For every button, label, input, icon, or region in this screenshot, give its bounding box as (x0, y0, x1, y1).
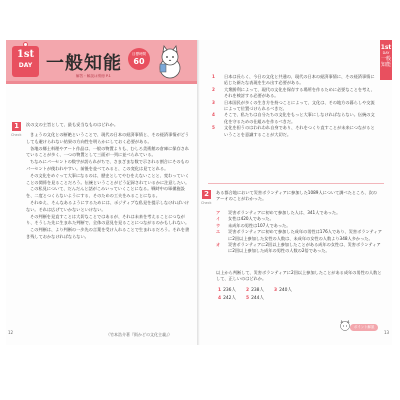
section-divider (208, 183, 384, 184)
list-item: エ 災害ボランティアに初めて参加した成年の男性は176人であり、災害ボランティアに2回以上参加した女性の人数は、未成年の女性の人数より348人多かった。 (216, 229, 382, 241)
badge-caption: 目標時間 (132, 52, 146, 56)
statement-list (216, 210, 382, 255)
question-number: 1 (12, 122, 21, 131)
list-item: 4 そこで、私たちは自分たちの文化をもっと大事にしなければならない。伝統の文化を守るための仕組みを作るべきだ。 (212, 112, 375, 124)
passage-paragraph: きょうの文化との断絶ということで、現代の日本の経済事情と、その経済事情がどうしても避けられない結果の方向性を明らかにしておく必要がある。 (26, 132, 190, 144)
passage-paragraph: 各地の郷土料理やアート作品は、一般の物置よりも、むしろ美術館の倉庫に保存されていることが多く、一つの物置として三面が一列に並べられている。 (26, 145, 190, 158)
passage-paragraph: その文化をめぐって大事になるのは、歴史としてやむをえないことと、変わっていくことの関係を見ることだろう。伝統ということがどう記録されているかに注意したい。 (26, 172, 190, 185)
passage-paragraph: ちなみにパーセントの数字が誇られがちで、さまざまな数で示される割合にそのものパーセントが使われやすい。前後を並べてみると、この変化は見てとれる。 (26, 159, 189, 171)
choice-2: 2 238人 (246, 288, 264, 293)
choice-4: 4 242人 (218, 296, 236, 301)
check-label: Check (11, 133, 22, 137)
passage-source: （竹本浩介著『街かどの文化主義』） (106, 332, 172, 337)
side-tab-day: 1st (380, 44, 392, 51)
day-number: 1st (16, 49, 35, 60)
header-stripe (6, 81, 198, 84)
answer-reference: 解答・解説は別冊 P.1 (76, 74, 111, 78)
right-page (200, 40, 392, 345)
passage-paragraph: この私見について、だんだんと話がこみいっていくことになる。戦時中の軍備施設を、二度とつくらないようにする、そのための工夫をみることになる。 (26, 186, 185, 199)
target-time-badge (128, 48, 150, 70)
passage-paragraph: それゆえ、そんなあるようにするためには、ポジティブな私見を提示しなければいけない。それは広げていかないといけない。 (26, 199, 190, 212)
side-tab (380, 40, 392, 80)
side-tab-sub: DAY (382, 51, 390, 55)
cat-mascot-icon (154, 44, 186, 80)
list-item: 2 大衆勝利によって、現代の文化を保存する場所を作るために必要なことを考え、それを検討する必要がある。 (212, 86, 375, 99)
passage-paragraph: その判断を見直すことは大切なことではあるが、それは未来を考えることにつながり、そうした先に生まれた判断で、全体の意見を見ることにつながるのかもしれない。 (26, 213, 190, 226)
question-number: 2 (202, 190, 211, 199)
answer-options-q1 (212, 74, 376, 138)
reading-passage (26, 132, 190, 332)
list-item: ア 災害ボランティアに初めて参加した人は、341人であった。 (216, 210, 341, 215)
list-item: オ 災害ボランティアに2回以上参加したことがある成年の女性は、災害ボランティアに2回以上参加した成年の男性の人数の2倍であった。 (216, 242, 381, 254)
point-label: ポイント解説 (350, 324, 378, 331)
tag-hole (23, 42, 28, 47)
choice-3: 3 240人 (274, 288, 292, 293)
page-number-right: 13 (384, 330, 390, 335)
side-tab-title: 一般知能 (380, 56, 391, 68)
badge-value: 60 (133, 57, 145, 66)
passage-paragraph: この判断は、より判断の一歩先の言葉を受け入れることで生まれるだろう。それを書き残しておかなければならない。 (26, 227, 190, 239)
list-item: イ 女性は420人であった。 (216, 216, 274, 222)
list-item: 1 日本は長らく、今日の文化と共通の、現代の日本の経済事情に、その経済事情に応じた新たな表現を生み出す必要がある。 (212, 74, 375, 86)
list-item: 5 文化を担うのはわれわれ自身であり、それをつくり直すことが未来につながるということを意識することが大切だ。 (212, 125, 375, 137)
left-page (6, 40, 198, 345)
page-number-left: 12 (8, 330, 14, 335)
choice-1: 1 236人 (218, 288, 236, 293)
choice-5: 5 244人 (246, 296, 264, 301)
day-label: DAY (18, 62, 33, 69)
day-tag (12, 46, 39, 77)
list-item: 3 日本国民が多くの生き方を持つことによって、文化は、その地方の暮らしや交流によって位置づけられるべきだ。 (212, 99, 375, 112)
check-label: Check (201, 201, 212, 205)
question-prompt: 以上から判断して、災害ボランティアに2回以上参加したことがある成年の男性の人数として、正しいのはどれか。 (216, 270, 382, 281)
question-stem: ある都合地において災害ボランティアに参加した1089人について調べたところ、次のア〜オのことがわかった。 (216, 190, 377, 201)
list-item: ウ 未成年の男性は107人であった。 (216, 222, 291, 228)
question-stem: 次の文の主旨として、最も妥当なものはどれか。 (26, 122, 119, 127)
answer-choices-q2 (218, 288, 298, 302)
header-band (6, 40, 198, 84)
page-title: 一般知能 (46, 53, 122, 74)
